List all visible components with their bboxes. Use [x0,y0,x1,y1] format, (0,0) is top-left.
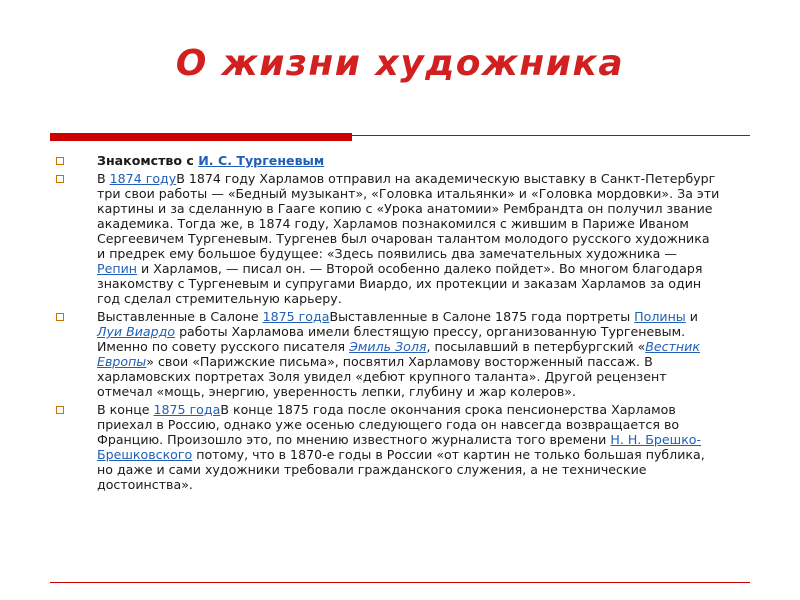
slide-body [56,153,720,495]
text-run: , посылавший в петербургский « [426,339,646,354]
link-1874[interactable]: 1874 году [109,171,177,186]
text-run: потому, что в 1870-е годы в России «от картин не только большая публика, но даже и сами художники требовали гражданского служения, а не технические достоинства». [97,447,705,492]
text-run: и Харламов, — писал он. — Второй особенно далеко пойдет». Во многом благодаря знакомству с Тургеневым и супругами Виардо, их протекции и заказам Харламов за один год сделал стремительную карьеру. [97,261,703,306]
square-bullet-icon [56,406,64,414]
text-run: В конце [97,402,154,417]
text-run: » свои «Парижские письма», посвятил Харламову восторженный пассаж. В харламовских портретах Золя увидел «дебют крупного таланта». Другой рецензент отмечал «мощь, энергию, уверенность лепки, глубину и жар колеров». [97,354,667,399]
link-polina[interactable]: Полины [634,309,686,324]
text-run: В [97,171,110,186]
bullet-text [97,309,720,399]
link-breshko-breshkovsky[interactable]: Н. Н. Брешко-Брешковского [97,432,702,462]
list-item [56,153,720,168]
link-vestnik-evropy[interactable]: Вестник Европы [97,339,700,369]
link-repin[interactable]: Репин [97,261,137,276]
square-bullet-icon [56,157,64,165]
bullet-text [97,153,720,168]
square-bullet-icon [56,175,64,183]
list-item [56,309,720,399]
link-emile-zola[interactable]: Эмиль Золя [349,339,427,354]
bullet-heading: Знакомство с [97,153,199,168]
text-run: и [685,309,698,324]
square-bullet-icon [56,313,64,321]
link-turgenev[interactable]: И. С. Тургеневым [198,153,325,168]
bullet-text [97,171,720,306]
text-run: Выставленные в Салоне 1875 года портреты [329,309,635,324]
list-item [56,402,720,492]
link-louis-viardot[interactable]: Луи Виардо [97,324,176,339]
link-1875-end[interactable]: 1875 года [153,402,221,417]
text-run: В 1874 году Харламов отправил на академическую выставку в Санкт-Петербург три свои работы — «Бедный музыкант», «Головка итальянки» и «Головка мордовки». За эти картины и за сделанную в Гааге копию с «Урока анатомии» Рембрандта он получил звание академика. Тогда же, в 1874 году, Харламов познакомился с жившим в Париже Иваном Сергеевичем Тургеневым. Тургенев был очарован талантом молодого русского художника и предрек ему большое будущее: «Здесь появились два замечательных художника — [97,171,720,261]
list-item [56,171,720,306]
bullet-text [97,402,720,492]
bottom-divider [50,582,750,583]
link-1875[interactable]: 1875 года [262,309,330,324]
text-run: Выставленные в Салоне [97,309,263,324]
title-divider-thick [50,133,352,141]
text-run: В конце 1875 года после окончания срока пенсионерства Харламов приехал в Россию, однако уже осенью следующего года он навсегда возвращается во Францию. Произошло это, по мнению известного журналиста того времени [97,402,680,447]
text-run: работы Харламова имели блестящую прессу, организованную Тургеневым. Именно по совету русского писателя [97,324,686,354]
title-divider-thin [352,135,750,136]
slide-title: О жизни художника [175,43,625,84]
